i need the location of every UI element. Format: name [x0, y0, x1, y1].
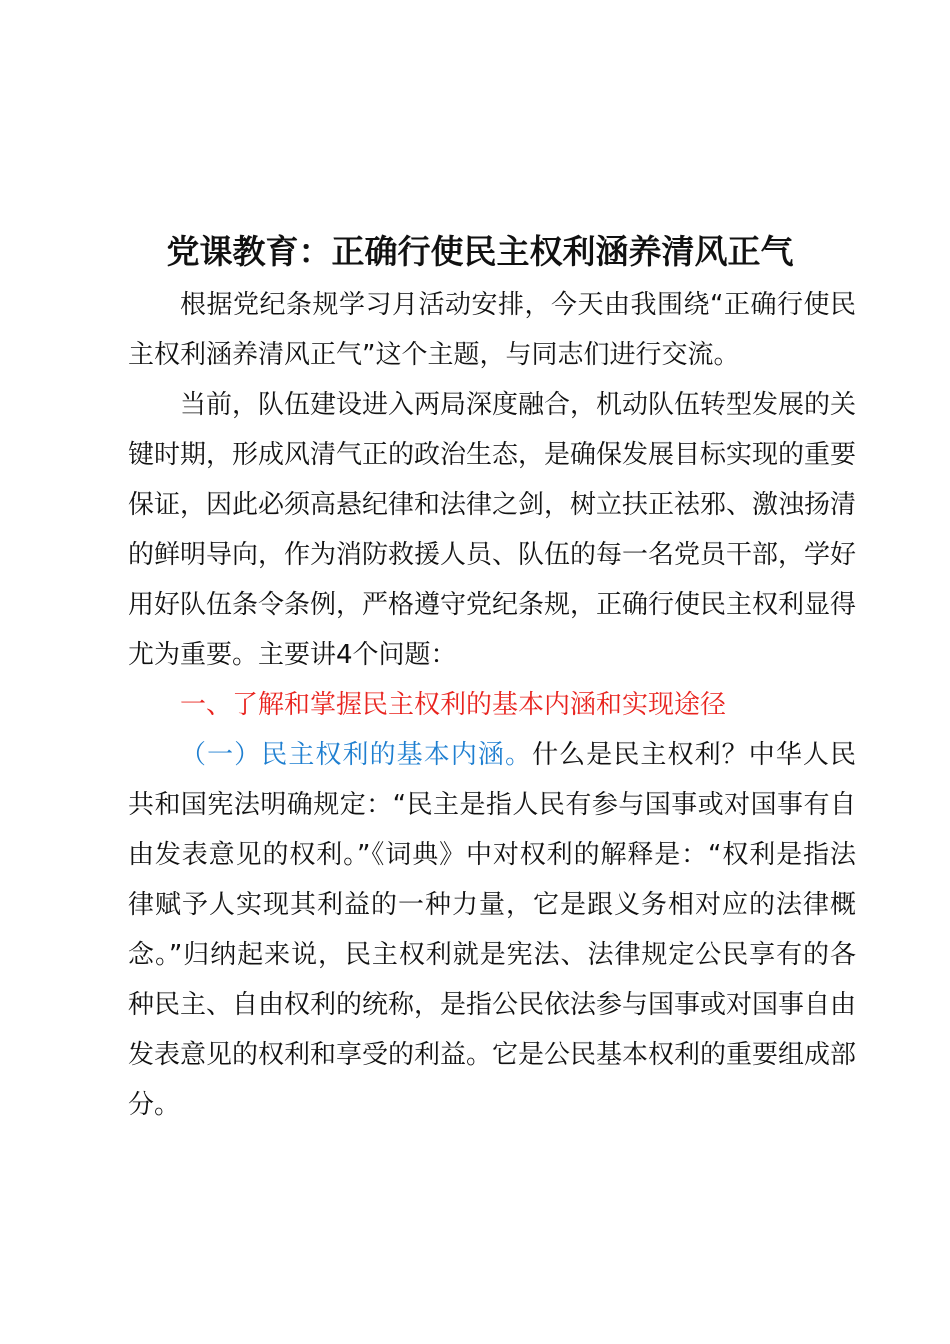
subsection-text: 什么是民主权利？中华人民共和国宪法明确规定：“民主是指人民有参与国事或对国事有自由发表意见的权利。”《词典》中对权利的解释是：“权利是指法律赋予人实现其利益的一种力量，它是跟义务相对应的法律概念。”归纳起来说，民主权利就是宪法、法律规定公民享有的各种民主、自由权利的统称，是指公民依法参与国事或对国事自由发表意见的权利和享受的利益。它是公民基本权利的重要组成部分。	[128, 740, 857, 1120]
subsection-paragraph	[128, 730, 856, 1130]
document-body	[128, 280, 856, 1130]
section-heading: 一、了解和掌握民主权利的基本内涵和实现途径	[180, 690, 727, 720]
intro-paragraph: 根据党纪条规学习月活动安排，今天由我围绕“正确行使民主权利涵养清风正气”这个主题，与同志们进行交流。	[128, 290, 856, 370]
document-title: 党课教育：正确行使民主权利涵养清风正气	[166, 232, 794, 272]
subsection-label: （一）民主权利的基本内涵。	[180, 740, 533, 770]
context-paragraph: 当前，队伍建设进入两局深度融合，机动队伍转型发展的关键时期，形成风清气正的政治生态，是确保发展目标实现的重要保证，因此必须高悬纪律和法律之剑，树立扶正祛邪、激浊扬清的鲜明导向，作为消防救援人员、队伍的每一名党员干部，学好用好队伍条令条例，严格遵守党纪条规，正确行使民主权利显得尤为重要。主要讲4个问题：	[128, 390, 857, 670]
